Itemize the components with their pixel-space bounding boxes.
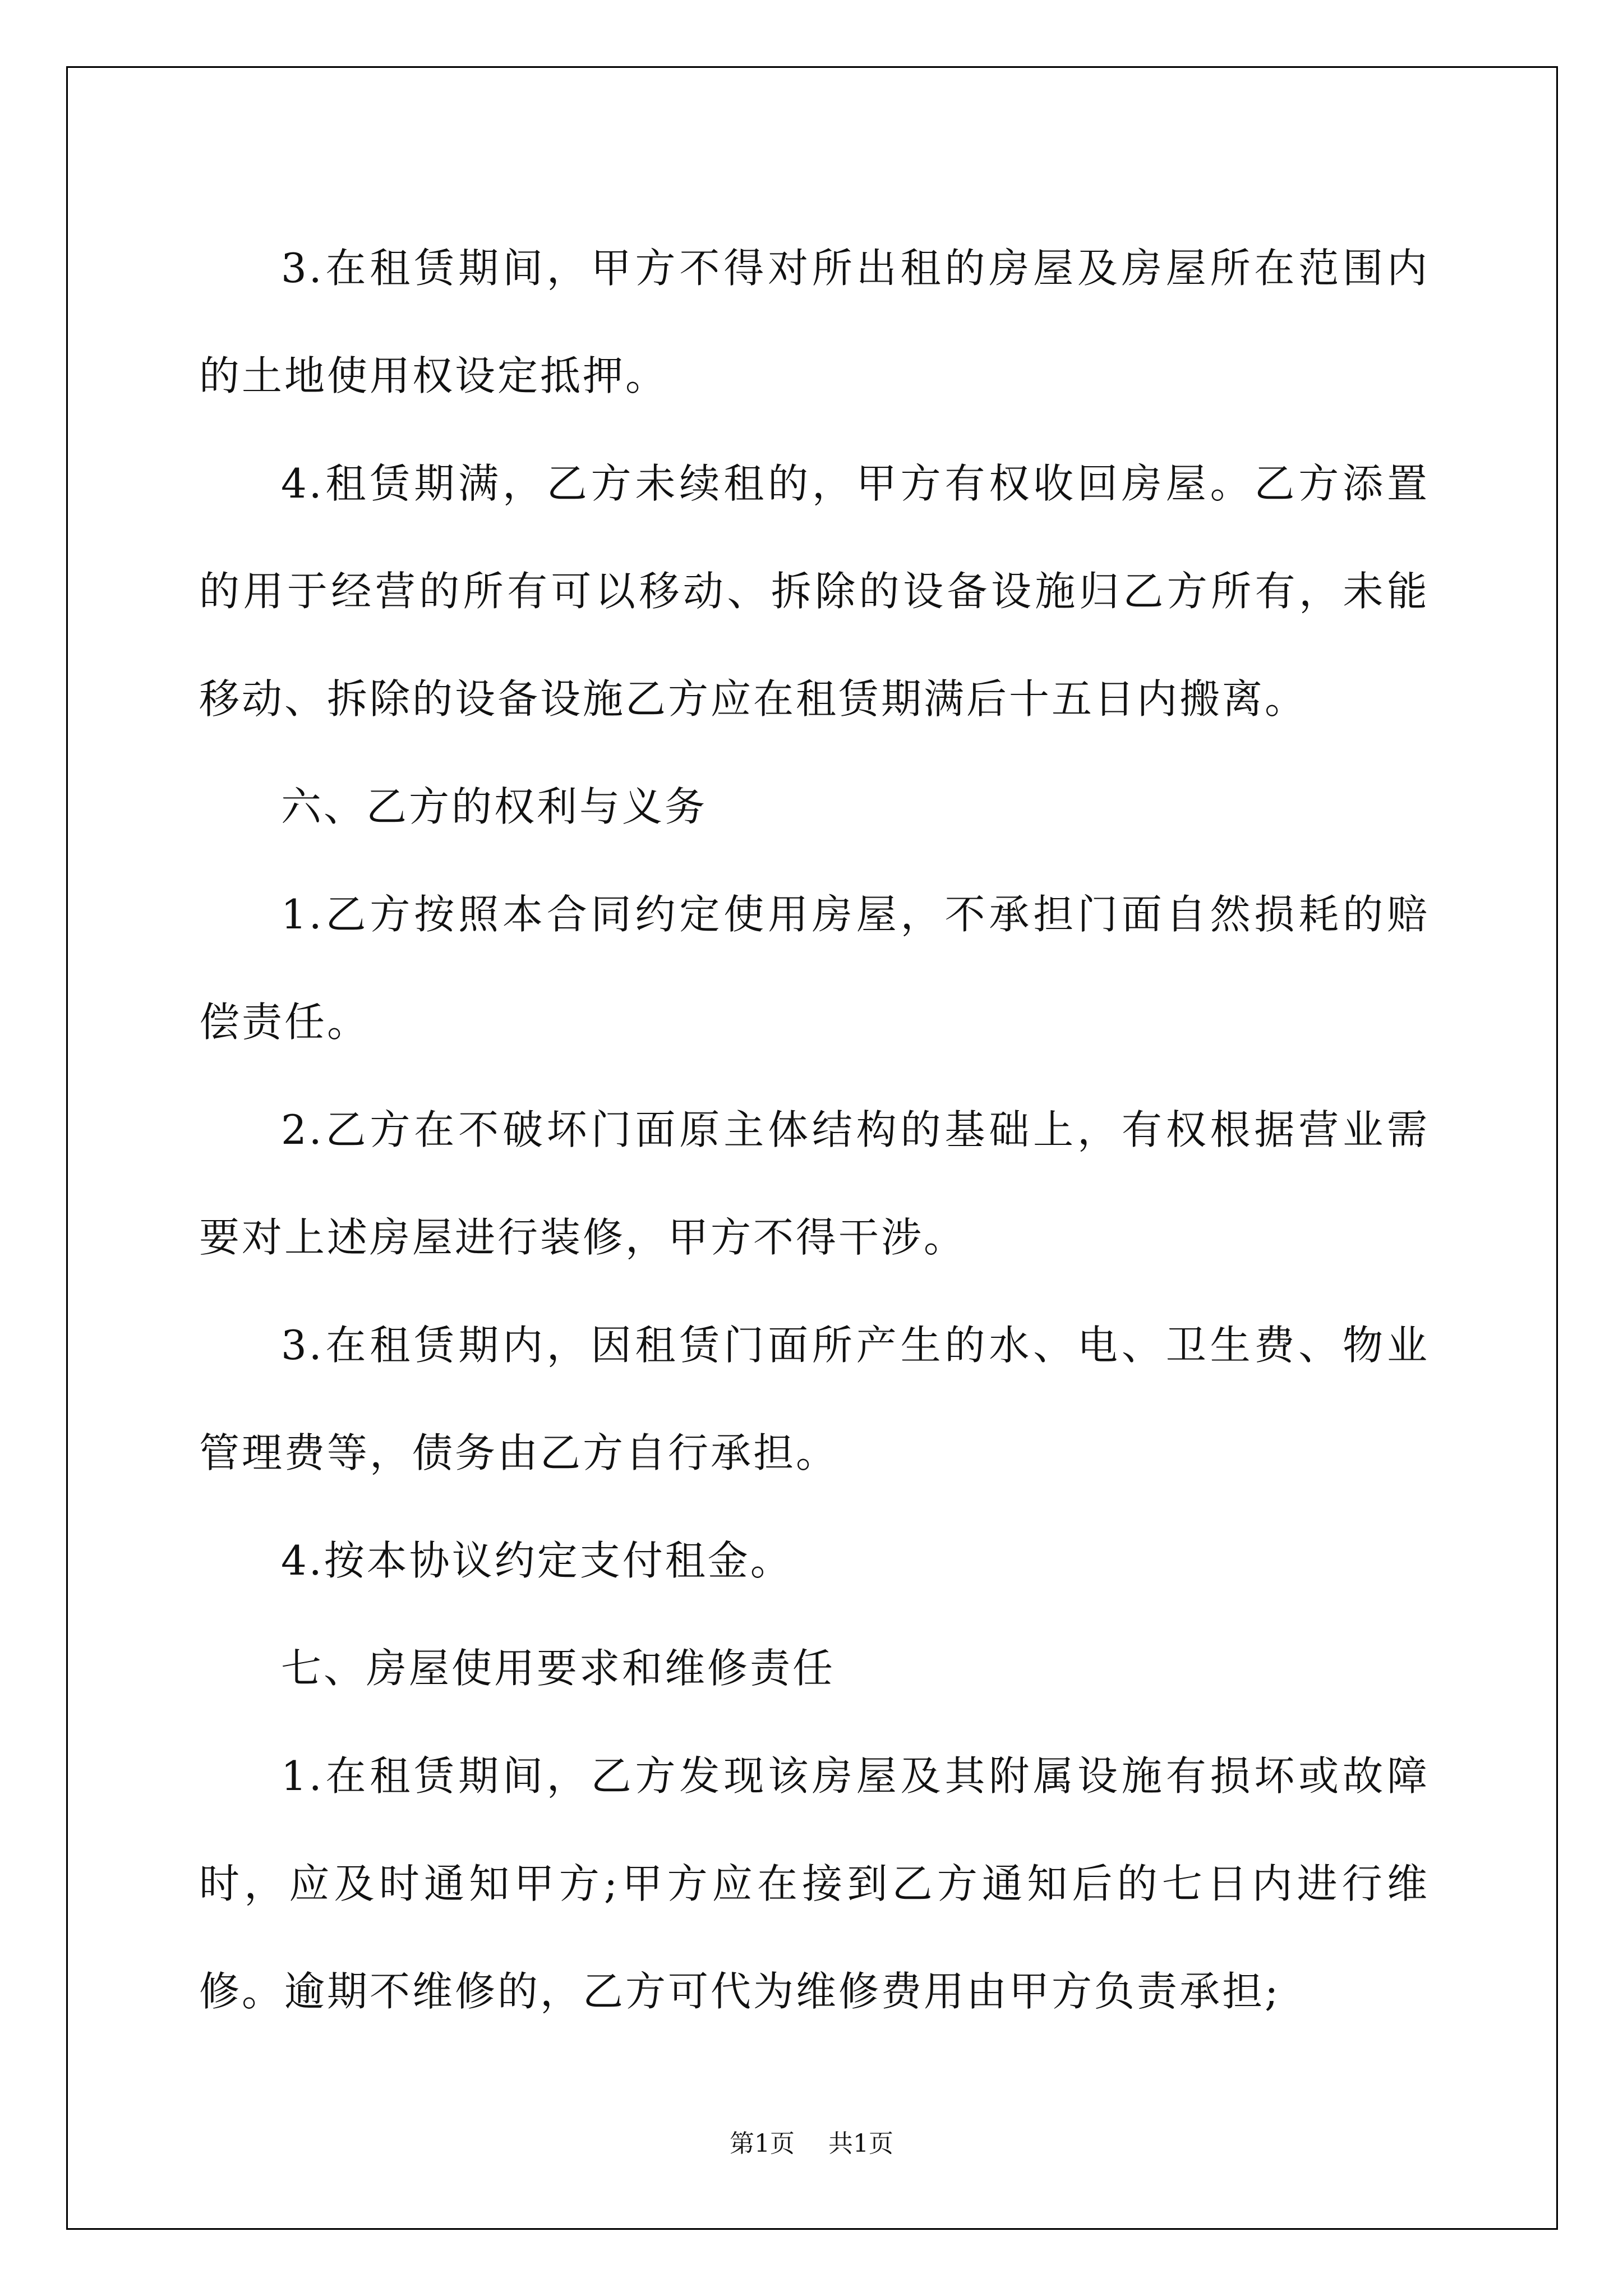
paragraph: 4.租赁期满，乙方未续租的，甲方有权收回房屋。乙方添置的用于经营的所有可以移动、拆除的设备设施归乙方所有，未能移动、拆除的设备设施乙方应在租赁期满后十五日内搬离。 — [199, 460, 1430, 723]
page-footer — [0, 2123, 1623, 2159]
paragraph: 2.乙方在不破坏门面原主体结构的基础上，有权根据营业需要对上述房屋进行装修，甲方不得干涉。 — [199, 1106, 1430, 1261]
section-heading: 七、房屋使用要求和维修责任 — [281, 1645, 836, 1692]
paragraph: 3.在租赁期间，甲方不得对所出租的房屋及房屋所在范围内的土地使用权设定抵押。 — [199, 245, 1430, 399]
paragraph: 1.乙方按照本合同约定使用房屋，不承担门面自然损耗的赔偿责任。 — [199, 891, 1430, 1046]
document-body — [199, 214, 1430, 2045]
paragraph: 4.按本协议约定支付租金。 — [281, 1537, 793, 1584]
section-heading: 六、乙方的权利与义务 — [281, 783, 708, 830]
paragraph: 3.在租赁期内，因租赁门面所产生的水、电、卫生费、物业管理费等，债务由乙方自行承担。 — [199, 1322, 1430, 1476]
total-pages-label: 共1页 — [828, 2129, 893, 2158]
paragraph: 1.在租赁期间，乙方发现该房屋及其附属设施有损坏或故障时，应及时通知甲方;甲方应在接到乙方通知后的七日内进行维修。逾期不维修的，乙方可代为维修费用由甲方负责承担; — [199, 1752, 1430, 2015]
current-page-label: 第1页 — [730, 2129, 795, 2158]
